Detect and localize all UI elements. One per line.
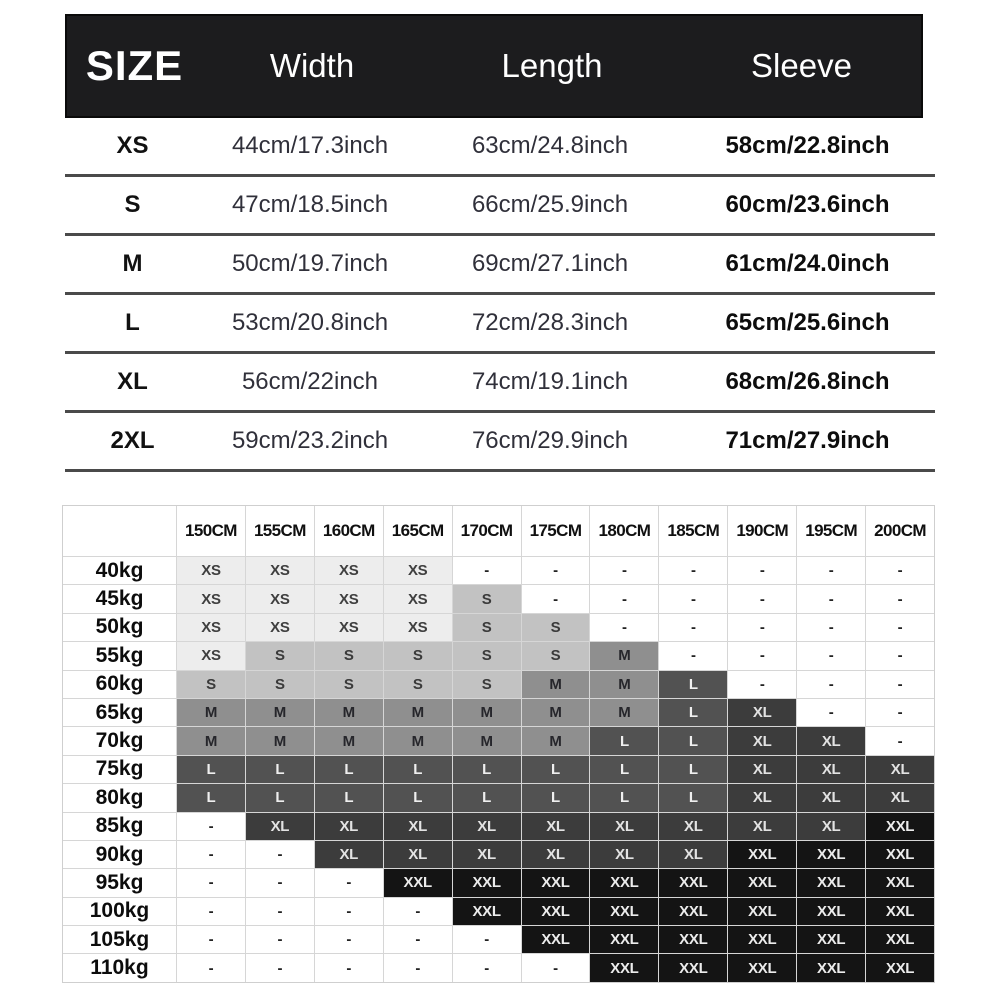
fit-cell-55kg-150cm: XS: [177, 642, 245, 669]
fit-cell-45kg-170cm: S: [453, 585, 521, 612]
fit-cell-105kg-165cm: -: [384, 926, 452, 953]
fit-cell-50kg-155cm: XS: [246, 614, 314, 641]
fit-cell-45kg-185cm: -: [659, 585, 727, 612]
fit-cell-45kg-190cm: -: [728, 585, 796, 612]
weight-label-45kg: 45kg: [63, 585, 176, 612]
fit-cell-75kg-185cm: L: [659, 756, 727, 783]
fit-cell-90kg-170cm: XL: [453, 841, 521, 868]
size-row-s: [65, 177, 935, 236]
fit-cell-100kg-180cm: XXL: [590, 898, 658, 925]
fit-cell-40kg-190cm: -: [728, 557, 796, 584]
weight-label-110kg: 110kg: [63, 954, 176, 981]
fit-cell-70kg-150cm: M: [177, 727, 245, 754]
sleeve-value-s: 60cm/23.6inch: [725, 191, 890, 218]
size-label-xs: XS: [116, 132, 149, 159]
fit-cell-105kg-180cm: XXL: [590, 926, 658, 953]
fit-cell-100kg-150cm: -: [177, 898, 245, 925]
weight-label-60kg: 60kg: [63, 671, 176, 698]
fit-cell-75kg-175cm: L: [522, 756, 590, 783]
height-header-160cm: 160CM: [315, 506, 383, 556]
fit-cell-60kg-195cm: -: [797, 671, 865, 698]
fit-cell-110kg-155cm: -: [246, 954, 314, 981]
fit-cell-45kg-165cm: XS: [384, 585, 452, 612]
height-header-150cm: 150CM: [177, 506, 245, 556]
fit-cell-50kg-200cm: -: [866, 614, 934, 641]
measurement-table-header: [65, 14, 923, 118]
size-row-2xl: [65, 413, 935, 472]
size-label-m: M: [122, 250, 143, 277]
fit-cell-75kg-195cm: XL: [797, 756, 865, 783]
fit-cell-75kg-155cm: L: [246, 756, 314, 783]
fit-cell-105kg-150cm: -: [177, 926, 245, 953]
fit-cell-65kg-170cm: M: [453, 699, 521, 726]
fit-cell-100kg-165cm: -: [384, 898, 452, 925]
fit-cell-95kg-190cm: XXL: [728, 869, 796, 896]
fit-cell-80kg-185cm: L: [659, 784, 727, 811]
fit-cell-60kg-150cm: S: [177, 671, 245, 698]
fit-cell-105kg-170cm: -: [453, 926, 521, 953]
height-header-165cm: 165CM: [384, 506, 452, 556]
fit-cell-50kg-190cm: -: [728, 614, 796, 641]
fit-cell-85kg-165cm: XL: [384, 813, 452, 840]
fit-cell-40kg-180cm: -: [590, 557, 658, 584]
fit-cell-65kg-165cm: M: [384, 699, 452, 726]
length-value-xs: 63cm/24.8inch: [471, 132, 629, 159]
fit-cell-75kg-160cm: L: [315, 756, 383, 783]
fit-cell-70kg-195cm: XL: [797, 727, 865, 754]
size-row-xl: [65, 354, 935, 413]
fit-cell-110kg-180cm: XXL: [590, 954, 658, 981]
fit-cell-90kg-190cm: XXL: [728, 841, 796, 868]
header-width: Width: [269, 47, 355, 84]
fit-cell-75kg-200cm: XL: [866, 756, 934, 783]
fit-cell-110kg-175cm: -: [522, 954, 590, 981]
weight-label-55kg: 55kg: [63, 642, 176, 669]
fit-cell-40kg-150cm: XS: [177, 557, 245, 584]
fit-cell-95kg-180cm: XXL: [590, 869, 658, 896]
width-value-s: 47cm/18.5inch: [231, 191, 389, 218]
fit-cell-110kg-190cm: XXL: [728, 954, 796, 981]
size-label-s: S: [124, 191, 141, 218]
fit-cell-50kg-180cm: -: [590, 614, 658, 641]
fit-cell-70kg-155cm: M: [246, 727, 314, 754]
fit-cell-80kg-195cm: XL: [797, 784, 865, 811]
fit-cell-60kg-180cm: M: [590, 671, 658, 698]
fit-cell-60kg-165cm: S: [384, 671, 452, 698]
fit-cell-55kg-165cm: S: [384, 642, 452, 669]
fit-cell-75kg-150cm: L: [177, 756, 245, 783]
fit-cell-80kg-190cm: XL: [728, 784, 796, 811]
fit-cell-50kg-175cm: S: [522, 614, 590, 641]
fit-cell-95kg-160cm: -: [315, 869, 383, 896]
fit-cell-100kg-170cm: XXL: [453, 898, 521, 925]
fit-cell-40kg-200cm: -: [866, 557, 934, 584]
height-header-180cm: 180CM: [590, 506, 658, 556]
length-value-s: 66cm/25.9inch: [471, 191, 629, 218]
fit-cell-100kg-195cm: XXL: [797, 898, 865, 925]
fit-cell-65kg-185cm: L: [659, 699, 727, 726]
size-label-2xl: 2XL: [110, 427, 155, 454]
fit-cell-40kg-175cm: -: [522, 557, 590, 584]
weight-label-95kg: 95kg: [63, 869, 176, 896]
fit-cell-110kg-195cm: XXL: [797, 954, 865, 981]
fit-cell-85kg-180cm: XL: [590, 813, 658, 840]
size-row-l: [65, 295, 935, 354]
height-header-200cm: 200CM: [866, 506, 934, 556]
measurement-table: [65, 14, 935, 472]
fit-cell-65kg-150cm: M: [177, 699, 245, 726]
fit-cell-70kg-190cm: XL: [728, 727, 796, 754]
sleeve-value-l: 65cm/25.6inch: [725, 309, 890, 336]
fit-cell-110kg-170cm: -: [453, 954, 521, 981]
width-value-xs: 44cm/17.3inch: [231, 132, 389, 159]
fit-cell-110kg-165cm: -: [384, 954, 452, 981]
fit-cell-85kg-155cm: XL: [246, 813, 314, 840]
width-value-l: 53cm/20.8inch: [231, 309, 389, 336]
fit-cell-95kg-200cm: XXL: [866, 869, 934, 896]
size-label-xl: XL: [117, 368, 148, 395]
fit-cell-85kg-150cm: -: [177, 813, 245, 840]
fit-cell-90kg-200cm: XXL: [866, 841, 934, 868]
fit-cell-85kg-170cm: XL: [453, 813, 521, 840]
fit-cell-60kg-175cm: M: [522, 671, 590, 698]
fit-cell-70kg-160cm: M: [315, 727, 383, 754]
fit-cell-80kg-180cm: L: [590, 784, 658, 811]
fit-cell-75kg-180cm: L: [590, 756, 658, 783]
fit-cell-80kg-150cm: L: [177, 784, 245, 811]
fit-cell-80kg-175cm: L: [522, 784, 590, 811]
header-size: SIZE: [85, 42, 184, 89]
fit-cell-45kg-200cm: -: [866, 585, 934, 612]
fit-cell-90kg-165cm: XL: [384, 841, 452, 868]
fit-cell-60kg-160cm: S: [315, 671, 383, 698]
fit-cell-95kg-150cm: -: [177, 869, 245, 896]
fit-cell-100kg-185cm: XXL: [659, 898, 727, 925]
weight-label-85kg: 85kg: [63, 813, 176, 840]
fit-cell-110kg-160cm: -: [315, 954, 383, 981]
fit-cell-50kg-185cm: -: [659, 614, 727, 641]
fit-cell-65kg-175cm: M: [522, 699, 590, 726]
fit-cell-65kg-200cm: -: [866, 699, 934, 726]
fit-cell-70kg-185cm: L: [659, 727, 727, 754]
header-sleeve: Sleeve: [751, 47, 852, 84]
fit-cell-105kg-185cm: XXL: [659, 926, 727, 953]
height-weight-matrix: [62, 505, 935, 983]
weight-label-70kg: 70kg: [63, 727, 176, 754]
fit-cell-55kg-170cm: S: [453, 642, 521, 669]
fit-cell-75kg-165cm: L: [384, 756, 452, 783]
fit-cell-55kg-190cm: -: [728, 642, 796, 669]
sleeve-value-xs: 58cm/22.8inch: [725, 132, 890, 159]
sleeve-value-2xl: 71cm/27.9inch: [725, 427, 890, 454]
fit-cell-100kg-190cm: XXL: [728, 898, 796, 925]
fit-cell-85kg-160cm: XL: [315, 813, 383, 840]
fit-cell-45kg-155cm: XS: [246, 585, 314, 612]
fit-cell-65kg-190cm: XL: [728, 699, 796, 726]
fit-cell-100kg-175cm: XXL: [522, 898, 590, 925]
fit-cell-100kg-200cm: XXL: [866, 898, 934, 925]
fit-cell-40kg-170cm: -: [453, 557, 521, 584]
height-header-185cm: 185CM: [659, 506, 727, 556]
fit-cell-85kg-200cm: XXL: [866, 813, 934, 840]
fit-cell-90kg-155cm: -: [246, 841, 314, 868]
fit-cell-80kg-165cm: L: [384, 784, 452, 811]
fit-cell-60kg-190cm: -: [728, 671, 796, 698]
fit-cell-55kg-195cm: -: [797, 642, 865, 669]
fit-cell-45kg-160cm: XS: [315, 585, 383, 612]
fit-cell-95kg-185cm: XXL: [659, 869, 727, 896]
fit-cell-90kg-185cm: XL: [659, 841, 727, 868]
fit-cell-55kg-180cm: M: [590, 642, 658, 669]
fit-cell-70kg-200cm: -: [866, 727, 934, 754]
weight-label-65kg: 65kg: [63, 699, 176, 726]
fit-cell-45kg-175cm: -: [522, 585, 590, 612]
fit-cell-70kg-175cm: M: [522, 727, 590, 754]
fit-cell-95kg-175cm: XXL: [522, 869, 590, 896]
fit-cell-95kg-195cm: XXL: [797, 869, 865, 896]
fit-cell-60kg-170cm: S: [453, 671, 521, 698]
fit-cell-90kg-160cm: XL: [315, 841, 383, 868]
fit-cell-50kg-195cm: -: [797, 614, 865, 641]
fit-cell-70kg-170cm: M: [453, 727, 521, 754]
fit-cell-110kg-185cm: XXL: [659, 954, 727, 981]
height-header-170cm: 170CM: [453, 506, 521, 556]
fit-cell-55kg-185cm: -: [659, 642, 727, 669]
fit-cell-60kg-185cm: L: [659, 671, 727, 698]
fit-cell-50kg-150cm: XS: [177, 614, 245, 641]
fit-cell-55kg-155cm: S: [246, 642, 314, 669]
weight-label-105kg: 105kg: [63, 926, 176, 953]
fit-cell-105kg-175cm: XXL: [522, 926, 590, 953]
length-value-2xl: 76cm/29.9inch: [471, 427, 629, 454]
fit-cell-95kg-165cm: XXL: [384, 869, 452, 896]
fit-cell-75kg-170cm: L: [453, 756, 521, 783]
fit-cell-90kg-150cm: -: [177, 841, 245, 868]
fit-cell-105kg-160cm: -: [315, 926, 383, 953]
weight-label-100kg: 100kg: [63, 898, 176, 925]
weight-label-50kg: 50kg: [63, 614, 176, 641]
height-header-195cm: 195CM: [797, 506, 865, 556]
fit-cell-85kg-175cm: XL: [522, 813, 590, 840]
fit-cell-40kg-165cm: XS: [384, 557, 452, 584]
sleeve-value-xl: 68cm/26.8inch: [725, 368, 890, 395]
fit-cell-80kg-155cm: L: [246, 784, 314, 811]
fit-cell-40kg-155cm: XS: [246, 557, 314, 584]
fit-cell-45kg-150cm: XS: [177, 585, 245, 612]
size-label-l: L: [125, 309, 140, 336]
weight-label-40kg: 40kg: [63, 557, 176, 584]
fit-cell-105kg-190cm: XXL: [728, 926, 796, 953]
fit-cell-90kg-175cm: XL: [522, 841, 590, 868]
fit-cell-50kg-170cm: S: [453, 614, 521, 641]
fit-cell-90kg-195cm: XXL: [797, 841, 865, 868]
weight-label-75kg: 75kg: [63, 756, 176, 783]
fit-cell-95kg-155cm: -: [246, 869, 314, 896]
fit-cell-45kg-195cm: -: [797, 585, 865, 612]
size-row-xs: [65, 118, 935, 177]
fit-cell-75kg-190cm: XL: [728, 756, 796, 783]
fit-cell-85kg-195cm: XL: [797, 813, 865, 840]
fit-corner-cell: [63, 506, 176, 556]
sleeve-value-m: 61cm/24.0inch: [725, 250, 890, 277]
width-value-2xl: 59cm/23.2inch: [231, 427, 389, 454]
fit-cell-80kg-170cm: L: [453, 784, 521, 811]
fit-cell-70kg-180cm: L: [590, 727, 658, 754]
width-value-m: 50cm/19.7inch: [231, 250, 389, 277]
fit-cell-100kg-155cm: -: [246, 898, 314, 925]
header-length: Length: [501, 47, 603, 84]
fit-cell-45kg-180cm: -: [590, 585, 658, 612]
weight-label-80kg: 80kg: [63, 784, 176, 811]
fit-cell-110kg-150cm: -: [177, 954, 245, 981]
fit-cell-110kg-200cm: XXL: [866, 954, 934, 981]
fit-cell-50kg-165cm: XS: [384, 614, 452, 641]
fit-cell-55kg-200cm: -: [866, 642, 934, 669]
fit-cell-40kg-185cm: -: [659, 557, 727, 584]
fit-cell-50kg-160cm: XS: [315, 614, 383, 641]
height-header-155cm: 155CM: [246, 506, 314, 556]
fit-cell-40kg-160cm: XS: [315, 557, 383, 584]
fit-cell-95kg-170cm: XXL: [453, 869, 521, 896]
fit-cell-80kg-160cm: L: [315, 784, 383, 811]
fit-cell-80kg-200cm: XL: [866, 784, 934, 811]
fit-cell-70kg-165cm: M: [384, 727, 452, 754]
fit-cell-100kg-160cm: -: [315, 898, 383, 925]
fit-cell-55kg-175cm: S: [522, 642, 590, 669]
fit-cell-65kg-180cm: M: [590, 699, 658, 726]
fit-cell-40kg-195cm: -: [797, 557, 865, 584]
fit-cell-90kg-180cm: XL: [590, 841, 658, 868]
fit-cell-65kg-160cm: M: [315, 699, 383, 726]
fit-cell-85kg-185cm: XL: [659, 813, 727, 840]
height-header-190cm: 190CM: [728, 506, 796, 556]
height-header-175cm: 175CM: [522, 506, 590, 556]
fit-cell-65kg-155cm: M: [246, 699, 314, 726]
length-value-l: 72cm/28.3inch: [471, 309, 629, 336]
length-value-m: 69cm/27.1inch: [471, 250, 629, 277]
fit-cell-60kg-200cm: -: [866, 671, 934, 698]
length-value-xl: 74cm/19.1inch: [471, 368, 629, 395]
weight-label-90kg: 90kg: [63, 841, 176, 868]
fit-cell-105kg-195cm: XXL: [797, 926, 865, 953]
fit-cell-105kg-200cm: XXL: [866, 926, 934, 953]
width-value-xl: 56cm/22inch: [241, 368, 379, 395]
fit-cell-60kg-155cm: S: [246, 671, 314, 698]
measurement-table-rows: [65, 118, 935, 472]
fit-cell-105kg-155cm: -: [246, 926, 314, 953]
fit-cell-55kg-160cm: S: [315, 642, 383, 669]
size-row-m: [65, 236, 935, 295]
fit-cell-85kg-190cm: XL: [728, 813, 796, 840]
fit-cell-65kg-195cm: -: [797, 699, 865, 726]
